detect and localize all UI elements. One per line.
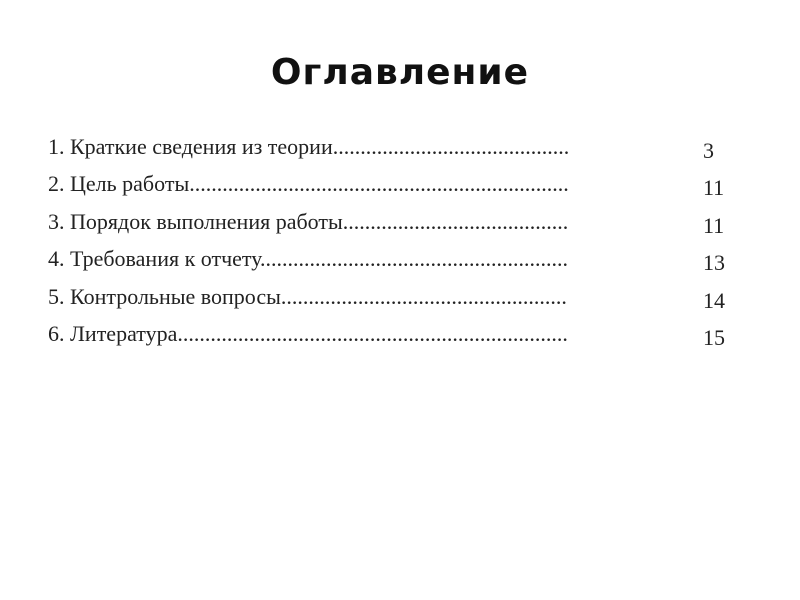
toc-page-number: 11: [703, 212, 725, 238]
toc-entry-text: 2. Цель работы.....................................................................: [48, 171, 569, 197]
toc-entry-text: 3. Порядок выполнения работы.........................................: [48, 208, 569, 234]
toc-page-number: 14: [703, 287, 725, 313]
toc-page-number: 3: [703, 137, 714, 163]
toc-item: [48, 203, 738, 241]
toc-page-number: 11: [703, 175, 725, 201]
toc-item: [48, 278, 738, 316]
toc-entry-text: 4. Требования к отчету........................................................: [48, 246, 569, 272]
toc-page-number: 13: [703, 250, 725, 276]
toc-entry-text: 1. Краткие сведения из теории...........................................: [48, 133, 570, 159]
toc-entry-text: 5. Контрольные вопросы....................................................: [48, 283, 567, 309]
table-of-contents: [48, 128, 738, 353]
toc-entry-text: 6. Литература.......................................................................: [48, 321, 568, 347]
toc-item: [48, 316, 738, 354]
toc-item: [48, 241, 738, 279]
page-title: Оглавление: [270, 52, 530, 93]
toc-item: [48, 128, 738, 166]
toc-page-number: 15: [703, 325, 725, 351]
toc-item: [48, 166, 738, 204]
